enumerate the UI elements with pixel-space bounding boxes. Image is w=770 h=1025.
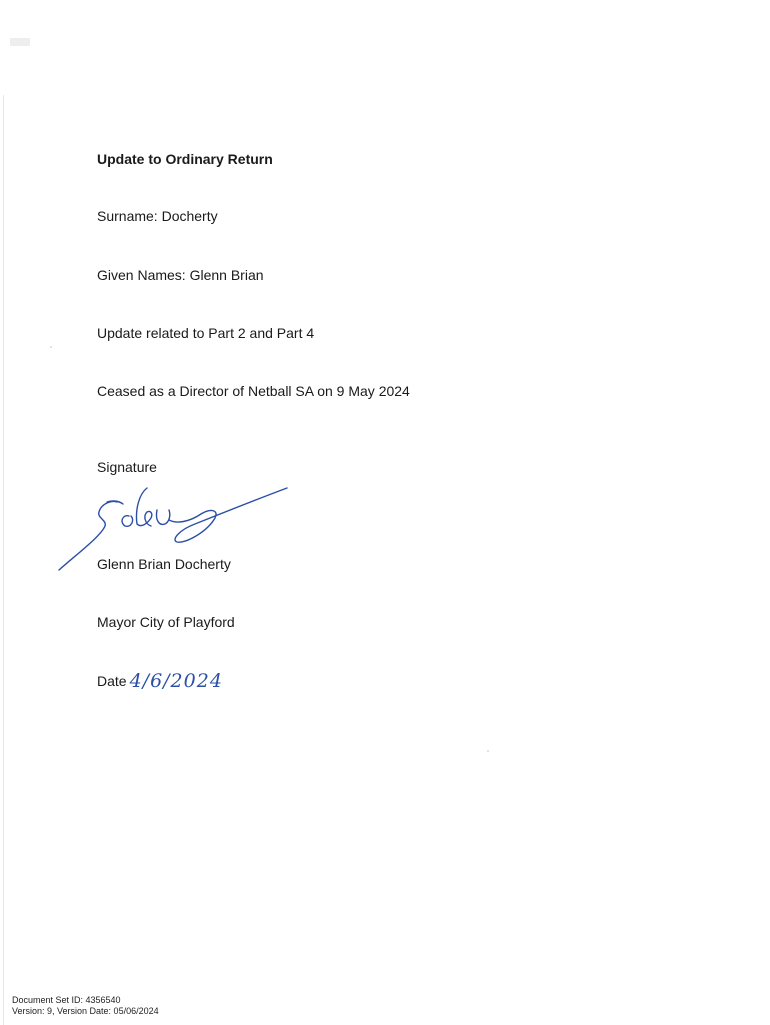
scan-edge (3, 95, 4, 1025)
given-names-line: Given Names: Glenn Brian (97, 267, 264, 283)
signature-label: Signature (97, 459, 157, 475)
surname-line: Surname: Docherty (97, 208, 218, 224)
ceased-line: Ceased as a Director of Netball SA on 9 May 2024 (97, 383, 410, 399)
scan-speck (487, 750, 489, 752)
version-line: Version: 9, Version Date: 05/06/2024 (12, 1006, 159, 1016)
date-label: Date (97, 673, 127, 689)
document-footer (12, 995, 159, 1017)
signatory-position: Mayor City of Playford (97, 614, 235, 630)
date-row (97, 671, 223, 690)
scan-speck (10, 38, 30, 46)
signatory-name: Glenn Brian Docherty (97, 556, 231, 572)
document-title: Update to Ordinary Return (97, 151, 273, 167)
update-line: Update related to Part 2 and Part 4 (97, 325, 315, 341)
document-set-id: Document Set ID: 4356540 (12, 995, 121, 1005)
handwritten-date: 4/6/2024 (129, 670, 223, 692)
scan-speck (50, 346, 52, 348)
